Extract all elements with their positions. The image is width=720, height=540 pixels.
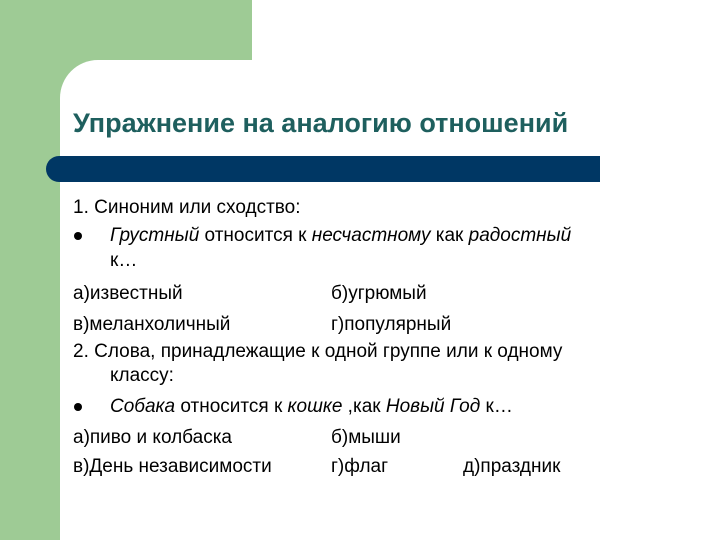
q1-option-b: б)угрюмый [331,283,427,304]
q2-option-g: г)флаг [331,456,389,477]
q2-bullet-line [110,395,513,419]
q1-option-v: в)меланхоличный [73,314,231,335]
q2-text-3: к… [480,396,513,417]
title-underline-bar [46,156,600,182]
q2-heading-line2: классу: [110,365,174,386]
q2-option-d: д)праздник [463,456,561,477]
q1-bullet-line [110,224,571,248]
q2-text-2: ,как [342,396,386,417]
q1-heading: 1. Синоним или сходство: [73,197,301,218]
q2-word-3: Новый Год [385,396,481,417]
slide-title: Упражнение на аналогию отношений [73,108,569,138]
bullet-icon [74,232,82,240]
q1-bullet-continuation: к… [110,250,138,271]
q2-option-b: б)мыши [331,427,401,448]
q1-option-a: а)известный [73,283,183,304]
q1-word-2: несчастному [311,225,431,246]
q2-option-v: в)День независимости [73,456,272,477]
decor-green-left [0,0,60,540]
q2-heading-line1: 2. Слова, принадлежащие к одной группе или к одному [73,341,563,362]
q1-option-g: г)популярный [331,314,452,335]
q1-text-2: как [430,225,469,246]
q2-word-2: кошке [287,396,343,417]
q1-text-1: относится к [199,225,312,246]
q1-word-3: радостный [468,225,572,246]
q1-word-1: Грустный [110,225,200,246]
bullet-icon [74,403,82,411]
q2-word-1: Собака [110,396,176,417]
q2-option-a: а)пиво и колбаска [73,427,232,448]
q2-text-1: относится к [175,396,288,417]
